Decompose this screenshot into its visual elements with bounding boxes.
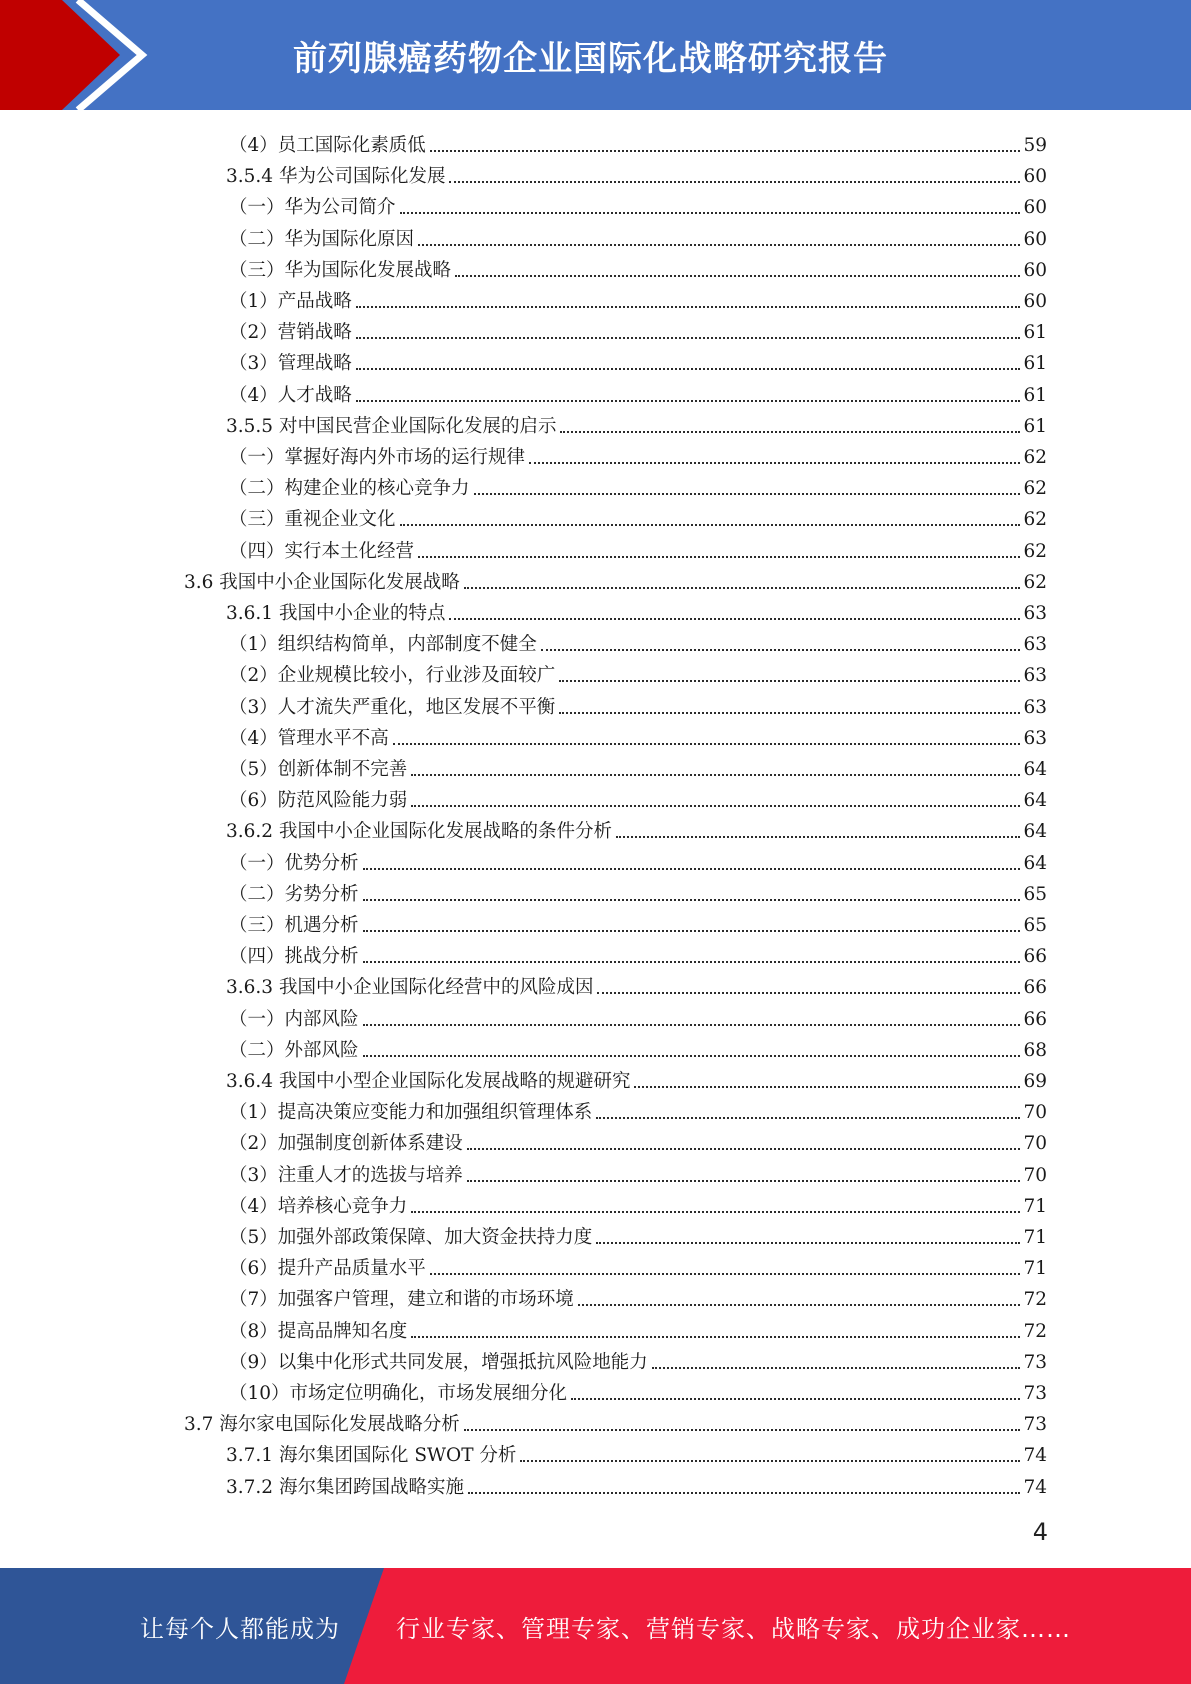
- toc-entry-label: （四）实行本土化经营: [229, 540, 415, 562]
- toc-entry-label: （4）人才战略: [229, 384, 352, 406]
- toc-entry-label: 3.5.4 华为公司国际化发展: [226, 166, 446, 188]
- toc-entry-page: 73: [1023, 1351, 1047, 1373]
- toc-entry-label: （一）优势分析: [229, 852, 359, 874]
- toc-dot-leader: [467, 1147, 1021, 1150]
- toc-entry-page: 62: [1023, 540, 1047, 562]
- toc-entry-label: （二）劣势分析: [229, 883, 359, 905]
- toc-entry[interactable]: [229, 689, 1047, 720]
- toc-dot-leader: [474, 492, 1021, 495]
- toc-entry[interactable]: [229, 439, 1047, 470]
- toc-entry-page: 63: [1023, 696, 1047, 718]
- toc-entry-label: （二）华为国际化原因: [229, 228, 415, 250]
- toc-entry[interactable]: [229, 845, 1047, 876]
- toc-entry-page: 71: [1023, 1227, 1047, 1248]
- toc-entry-page: 60: [1023, 259, 1047, 281]
- toc-entry-label: 3.6.2 我国中小企业国际化发展战略的条件分析: [226, 821, 612, 843]
- toc-entry-page: 74: [1023, 1476, 1047, 1498]
- page-number: 4: [1032, 1518, 1048, 1546]
- toc-entry[interactable]: [229, 782, 1047, 813]
- toc-entry-label: （8）提高品牌知名度: [229, 1320, 408, 1342]
- toc-entry-page: 63: [1023, 665, 1047, 687]
- toc-dot-leader: [356, 305, 1021, 308]
- toc-dot-leader: [560, 430, 1020, 433]
- toc-entry[interactable]: [229, 1094, 1047, 1125]
- document-title: 前列腺癌药物企业国际化战略研究报告: [293, 38, 888, 79]
- toc-dot-leader: [356, 367, 1021, 370]
- toc-dot-leader: [363, 1023, 1021, 1026]
- toc-entry-page: 66: [1023, 977, 1047, 999]
- toc-entry-label: （10）市场定位明确化，市场发展细分化: [229, 1383, 568, 1404]
- toc-entry[interactable]: [229, 1375, 1047, 1406]
- toc-entry-page: 72: [1023, 1289, 1047, 1311]
- toc-entry[interactable]: [229, 907, 1047, 938]
- toc-entry[interactable]: [229, 221, 1047, 252]
- toc-entry[interactable]: [226, 158, 1047, 189]
- toc-dot-leader: [430, 1272, 1021, 1275]
- toc-dot-leader: [468, 1491, 1020, 1494]
- toc-dot-leader: [363, 898, 1021, 901]
- toc-entry[interactable]: [184, 564, 1047, 595]
- toc-entry[interactable]: [229, 751, 1047, 782]
- toc-entry[interactable]: [229, 1250, 1047, 1281]
- toc-entry-page: 61: [1023, 353, 1047, 375]
- toc-entry[interactable]: [229, 720, 1047, 751]
- toc-dot-leader: [449, 180, 1020, 183]
- toc-entry-label: 3.6.4 我国中小型企业国际化发展战略的规避研究: [226, 1071, 631, 1092]
- toc-entry-label: 3.7 海尔家电国际化发展战略分析: [184, 1414, 460, 1436]
- toc-entry-label: （四）挑战分析: [229, 946, 359, 968]
- toc-entry-label: （7）加强客户管理，建立和谐的市场环境: [229, 1289, 574, 1311]
- toc-entry-label: 3.6 我国中小企业国际化发展战略: [184, 571, 460, 593]
- toc-entry-page: 60: [1023, 166, 1047, 188]
- toc-entry[interactable]: [229, 1032, 1047, 1063]
- toc-entry-page: 63: [1023, 634, 1047, 656]
- toc-entry-label: （3）管理战略: [229, 353, 352, 375]
- toc-entry-label: 3.6.3 我国中小企业国际化经营中的风险成因: [226, 977, 594, 999]
- toc-entry-page: 65: [1023, 883, 1047, 905]
- toc-entry[interactable]: [229, 1001, 1047, 1032]
- toc-dot-leader: [634, 1085, 1020, 1088]
- toc-entry-page: 68: [1023, 1039, 1047, 1061]
- toc-entry-label: （3）人才流失严重化，地区发展不平衡: [229, 696, 556, 718]
- header-banner: [0, 0, 1191, 110]
- toc-dot-leader: [411, 804, 1020, 807]
- toc-entry-label: （一）华为公司简介: [229, 197, 396, 219]
- red-arrow-decoration: [0, 0, 170, 110]
- toc-entry[interactable]: [229, 1313, 1047, 1344]
- toc-entry-label: 3.7.1 海尔集团国际化 SWOT 分析: [226, 1445, 517, 1467]
- toc-dot-leader: [455, 274, 1020, 277]
- toc-entry-label: （1）组织结构简单，内部制度不健全: [229, 634, 537, 656]
- toc-entry-page: 62: [1023, 571, 1047, 593]
- toc-entry[interactable]: [229, 127, 1047, 158]
- toc-entry-page: 60: [1023, 291, 1047, 312]
- toc-entry[interactable]: [229, 876, 1047, 907]
- toc-entry-label: （4）员工国际化素质低: [229, 135, 426, 156]
- toc-entry-label: （二）构建企业的核心竞争力: [229, 478, 470, 500]
- toc-entry[interactable]: [229, 252, 1047, 283]
- toc-dot-leader: [597, 991, 1020, 994]
- toc-entry-page: 72: [1023, 1320, 1047, 1342]
- toc-entry-page: 59: [1023, 135, 1047, 156]
- toc-entry[interactable]: [229, 533, 1047, 564]
- toc-entry-page: 64: [1023, 759, 1047, 780]
- toc-entry-label: （1）产品战略: [229, 291, 352, 312]
- toc-dot-leader: [571, 1397, 1020, 1400]
- toc-entry-label: 3.6.1 我国中小企业的特点: [226, 603, 446, 624]
- toc-entry-label: （三）华为国际化发展战略: [229, 259, 452, 281]
- toc-dot-leader: [430, 149, 1021, 152]
- toc-dot-leader: [356, 336, 1021, 339]
- toc-dot-leader: [559, 711, 1020, 714]
- footer-slogan-right: 行业专家、管理专家、营销专家、战略专家、成功企业家……: [396, 1614, 1071, 1643]
- toc-entry-page: 70: [1023, 1133, 1047, 1155]
- toc-entry-label: （9）以集中化形式共同发展，增强抵抗风险地能力: [229, 1351, 648, 1373]
- toc-entry-label: （2）营销战略: [229, 322, 352, 344]
- toc-entry-label: （3）注重人才的选拔与培养: [229, 1164, 463, 1186]
- toc-entry-page: 61: [1023, 415, 1047, 437]
- toc-entry-label: （6）提升产品质量水平: [229, 1258, 426, 1280]
- toc-entry-page: 63: [1023, 727, 1047, 749]
- toc-entry-label: （三）机遇分析: [229, 915, 359, 936]
- toc-entry-label: （5）加强外部政策保障、加大资金扶持力度: [229, 1227, 593, 1248]
- toc-entry-label: （4）管理水平不高: [229, 727, 389, 749]
- toc-dot-leader: [400, 523, 1021, 526]
- toc-entry[interactable]: [229, 1125, 1047, 1156]
- toc-dot-leader: [411, 1210, 1020, 1213]
- toc-entry-label: （二）外部风险: [229, 1039, 359, 1061]
- toc-entry-page: 61: [1023, 322, 1047, 344]
- toc-dot-leader: [418, 555, 1020, 558]
- toc-entry-page: 61: [1023, 384, 1047, 406]
- toc-dot-leader: [411, 1335, 1020, 1338]
- toc-entry-page: 62: [1023, 478, 1047, 500]
- toc-entry-page: 64: [1023, 790, 1047, 812]
- toc-entry-label: （一）内部风险: [229, 1008, 359, 1030]
- toc-dot-leader: [363, 1054, 1021, 1057]
- toc-entry[interactable]: [229, 1281, 1047, 1312]
- toc-dot-leader: [363, 867, 1021, 870]
- toc-entry[interactable]: [226, 1063, 1047, 1094]
- toc-entry-page: 66: [1023, 1008, 1047, 1030]
- toc-entry-label: （6）防范风险能力弱: [229, 790, 408, 812]
- toc-dot-leader: [464, 1428, 1021, 1431]
- toc-entry-page: 71: [1023, 1195, 1047, 1217]
- toc-entry[interactable]: [184, 1406, 1047, 1437]
- toc-entry[interactable]: [226, 813, 1047, 844]
- toc-entry-page: 65: [1023, 915, 1047, 936]
- toc-entry-page: 70: [1023, 1102, 1047, 1124]
- toc-entry[interactable]: [229, 377, 1047, 408]
- toc-entry[interactable]: [229, 1219, 1047, 1250]
- toc-entry[interactable]: [229, 501, 1047, 532]
- toc-entry-page: 66: [1023, 946, 1047, 968]
- toc-entry[interactable]: [229, 470, 1047, 501]
- toc-entry[interactable]: [229, 657, 1047, 688]
- toc-entry[interactable]: [226, 1437, 1047, 1468]
- toc-dot-leader: [393, 742, 1021, 745]
- toc-entry-page: 60: [1023, 197, 1047, 219]
- toc-entry-page: 64: [1023, 852, 1047, 874]
- toc-dot-leader: [467, 1179, 1021, 1182]
- toc-dot-leader: [652, 1366, 1021, 1369]
- toc-entry-page: 70: [1023, 1164, 1047, 1186]
- toc-dot-leader: [541, 648, 1021, 651]
- toc-entry-label: （4）培养核心竞争力: [229, 1195, 408, 1217]
- toc-entry-page: 62: [1023, 509, 1047, 531]
- toc-entry[interactable]: [226, 595, 1047, 626]
- toc-dot-leader: [578, 1303, 1021, 1306]
- toc-entry-page: 63: [1023, 603, 1047, 624]
- toc-entry-page: 62: [1023, 447, 1047, 468]
- toc-entry[interactable]: [229, 283, 1047, 314]
- toc-entry-page: 71: [1023, 1258, 1047, 1280]
- toc-entry[interactable]: [229, 1157, 1047, 1188]
- toc-dot-leader: [449, 617, 1020, 620]
- toc-dot-leader: [356, 399, 1021, 402]
- toc-entry-page: 73: [1023, 1414, 1047, 1436]
- toc-entry-label: （2）加强制度创新体系建设: [229, 1133, 463, 1155]
- toc-entry-label: 3.5.5 对中国民营企业国际化发展的启示: [226, 415, 557, 437]
- toc-entry-label: （2）企业规模比较小，行业涉及面较广: [229, 665, 556, 687]
- footer-banner: [0, 1568, 1191, 1684]
- toc-dot-leader: [596, 1241, 1020, 1244]
- toc-dot-leader: [363, 960, 1021, 963]
- toc-entry-page: 73: [1023, 1383, 1047, 1404]
- toc-dot-leader: [559, 679, 1020, 682]
- toc-dot-leader: [363, 929, 1021, 932]
- toc-entry[interactable]: [229, 1188, 1047, 1219]
- toc-dot-leader: [400, 211, 1021, 214]
- toc-entry[interactable]: [226, 969, 1047, 1000]
- toc-entry-page: 74: [1023, 1445, 1047, 1467]
- toc-dot-leader: [596, 1116, 1020, 1119]
- toc-entry-page: 69: [1023, 1071, 1047, 1092]
- toc-entry[interactable]: [229, 189, 1047, 220]
- toc-entry-label: （5）创新体制不完善: [229, 759, 408, 780]
- toc-entry[interactable]: [229, 345, 1047, 376]
- toc-entry[interactable]: [229, 314, 1047, 345]
- footer-slogan-left: 让每个人都能成为: [140, 1614, 340, 1643]
- toc-dot-leader: [411, 773, 1020, 776]
- toc-dot-leader: [529, 461, 1020, 464]
- toc-entry[interactable]: [229, 626, 1047, 657]
- toc-entry[interactable]: [229, 1344, 1047, 1375]
- toc-dot-leader: [616, 835, 1020, 838]
- toc-dot-leader: [520, 1459, 1020, 1462]
- toc-entry-label: 3.7.2 海尔集团跨国战略实施: [226, 1476, 464, 1498]
- toc-entry-page: 60: [1023, 228, 1047, 250]
- toc-dot-leader: [418, 243, 1020, 246]
- toc-entry-label: （三）重视企业文化: [229, 509, 396, 531]
- toc-entry[interactable]: [226, 1469, 1047, 1500]
- toc-entry-label: （1）提高决策应变能力和加强组织管理体系: [229, 1102, 593, 1124]
- toc-entry-page: 64: [1023, 821, 1047, 843]
- toc-entry[interactable]: [226, 408, 1047, 439]
- toc-dot-leader: [464, 586, 1021, 589]
- toc-entry-label: （一）掌握好海内外市场的运行规律: [229, 447, 526, 468]
- toc-entry[interactable]: [229, 938, 1047, 969]
